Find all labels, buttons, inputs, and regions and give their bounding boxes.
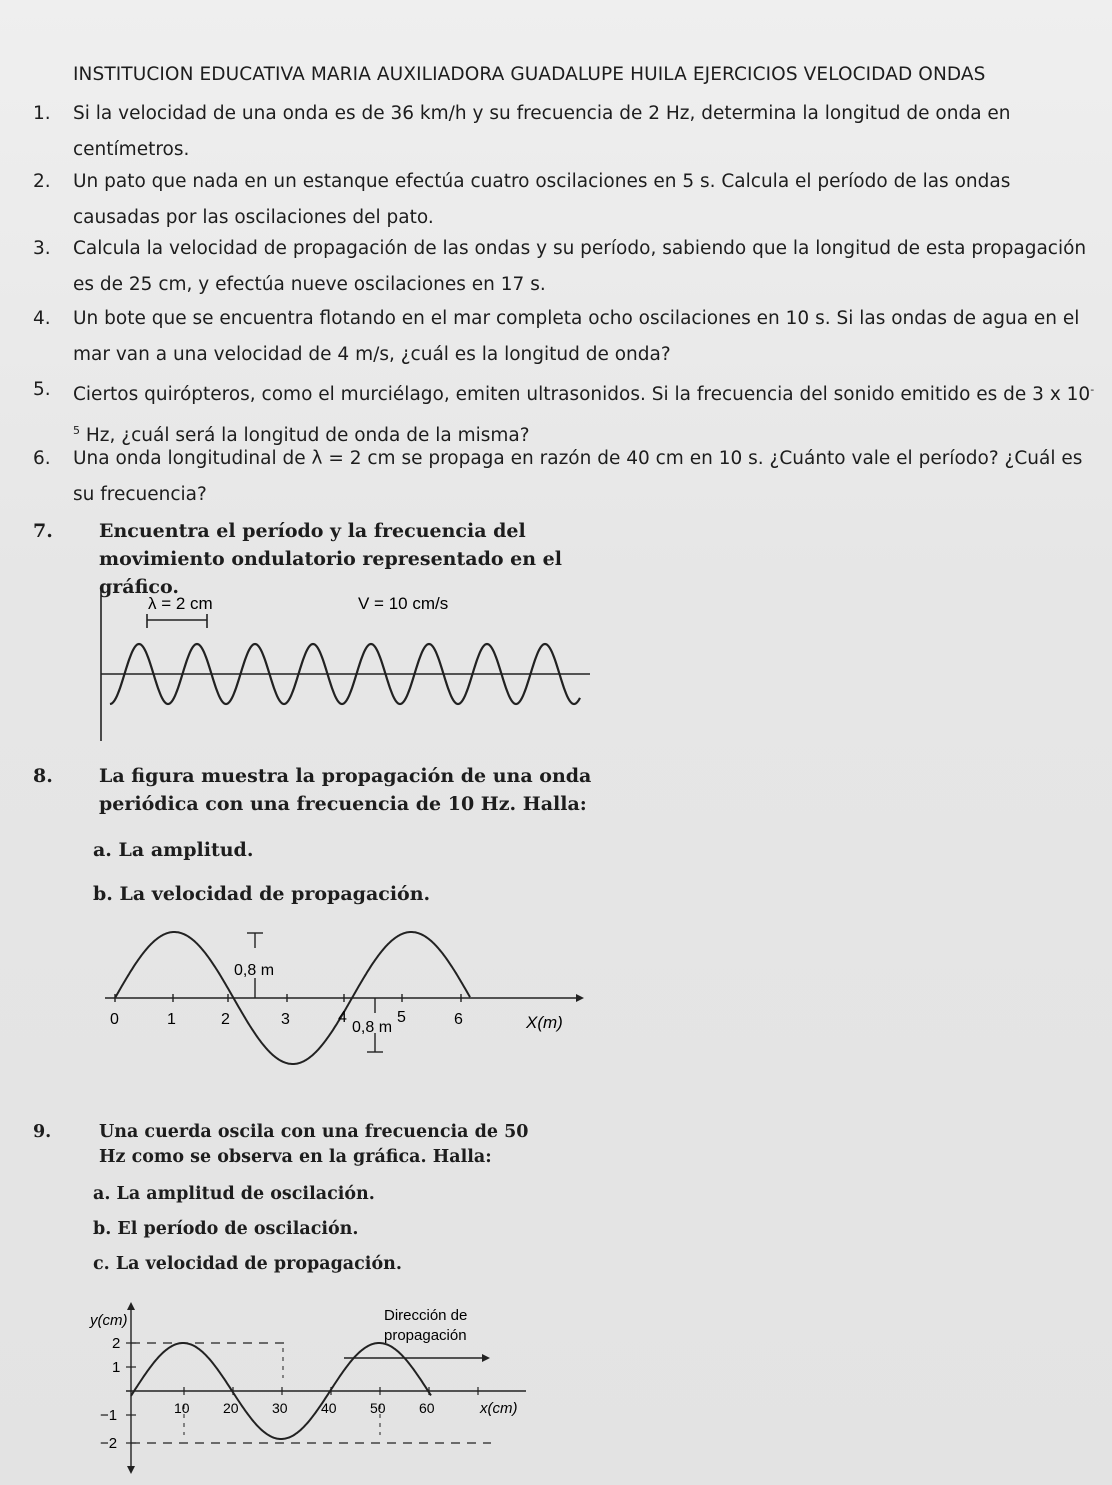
x-axis-label: X(m) <box>526 1013 563 1032</box>
q8-axis-arrow <box>576 994 584 1002</box>
q9-item-b: b. El período de oscilación. <box>93 1219 359 1239</box>
question-text: Encuentra el período y la frecuencia del movimiento ondulatorio representado en el gráfico. <box>99 520 562 598</box>
question-number: 9. <box>33 1122 52 1142</box>
question-text: Un bote que se encuentra flotando en el mar completa ocho oscilaciones en 10 s. Si las ondas de agua en el mar van a una velocidad de 4 m/s, ¿cuál es la longitud de onda? <box>73 308 1080 365</box>
tick-label-5: 5 <box>397 1009 406 1026</box>
amplitude-label-top: 0,8 m <box>234 962 275 979</box>
question-8 <box>33 762 593 818</box>
question-text: Una cuerda oscila con una frecuencia de 50 Hz como se observa en la gráfica. Halla: <box>99 1122 529 1167</box>
q7-wave-figure <box>90 584 600 744</box>
direction-label-line1: Dirección de <box>384 1307 468 1324</box>
amplitude-label-bottom: 0,8 m <box>352 1019 393 1036</box>
question-text: La figura muestra la propagación de una onda periódica con una frecuencia de 10 Hz. Halla: <box>99 765 592 815</box>
q9-item-c: c. La velocidad de propagación. <box>93 1254 402 1274</box>
question-number: 7. <box>33 520 53 542</box>
question-6 <box>33 441 1095 513</box>
question-number: 6. <box>33 448 51 469</box>
question-text: Una onda longitudinal de λ = 2 cm se propaga en razón de 40 cm en 10 s. ¿Cuánto vale el período? ¿Cuál es su frecuencia? <box>73 448 1083 505</box>
question-4 <box>33 301 1095 373</box>
question-text-part: Ciertos quirópteros, como el murciélago, emiten ultrasonidos. Si la frecuencia del sonido emitido es de 3 x 10 <box>73 384 1091 406</box>
tick-label-4: 4 <box>338 1009 347 1026</box>
x-tick-30: 30 <box>272 1400 288 1416</box>
page-title: INSTITUCION EDUCATIVA MARIA AUXILIADORA GUADALUPE HUILA EJERCICIOS VELOCIDAD ONDAS <box>73 64 986 85</box>
lambda-label: λ = 2 cm <box>148 594 213 613</box>
x-axis-label: x(cm) <box>480 1400 518 1417</box>
y-tick-1: 1 <box>112 1359 121 1376</box>
speed-label: V = 10 cm/s <box>358 594 449 613</box>
question-9 <box>33 1120 553 1170</box>
x-tick-40: 40 <box>321 1400 337 1416</box>
question-number: 5. <box>33 379 51 400</box>
y-tick-minus-2: −2 <box>100 1435 118 1452</box>
question-2 <box>33 164 1095 236</box>
question-3 <box>33 231 1095 303</box>
question-1 <box>33 96 1095 168</box>
x-tick-10: 10 <box>174 1400 190 1416</box>
tick-label-0: 0 <box>110 1011 119 1028</box>
q9-item-a: a. La amplitud de oscilación. <box>93 1184 375 1204</box>
question-text: Calcula la velocidad de propagación de las ondas y su período, sabiendo que la longitud de esta propagación es de 25 cm, y efectúa nueve oscilaciones en 17 s. <box>73 238 1087 295</box>
y-tick-minus-1: −1 <box>100 1407 118 1424</box>
x-tick-60: 60 <box>419 1400 435 1416</box>
question-number: 2. <box>33 171 51 192</box>
q8-item-b: b. La velocidad de propagación. <box>93 883 431 905</box>
exponent: -5 <box>73 383 1095 438</box>
tick-label-1: 1 <box>167 1011 176 1028</box>
question-text-part: Hz, ¿cuál será la longitud de onda de la misma? <box>80 425 530 447</box>
question-number: 4. <box>33 308 51 329</box>
question-number: 8. <box>33 765 53 787</box>
q8-item-a: a. La amplitud. <box>93 839 254 861</box>
direction-label-line2: propagación <box>384 1327 467 1344</box>
question-text: Un pato que nada en un estanque efectúa cuatro oscilaciones en 5 s. Calcula el período de las ondas causadas por las oscilaciones del pato. <box>73 171 1011 228</box>
question-number: 1. <box>33 103 51 124</box>
y-tick-2: 2 <box>112 1335 121 1352</box>
tick-label-3: 3 <box>281 1011 290 1028</box>
question-text: Si la velocidad de una onda es de 36 km/h y su frecuencia de 2 Hz, determina la longitud de onda en centímetros. <box>73 103 1011 160</box>
x-tick-20: 20 <box>223 1400 239 1416</box>
q8-wave-figure <box>100 918 590 1078</box>
y-axis-label: y(cm) <box>90 1312 128 1329</box>
question-number: 3. <box>33 238 51 259</box>
x-tick-50: 50 <box>370 1400 386 1416</box>
tick-label-2: 2 <box>221 1011 230 1028</box>
q9-wave-figure <box>86 1300 536 1480</box>
tick-label-6: 6 <box>454 1011 463 1028</box>
